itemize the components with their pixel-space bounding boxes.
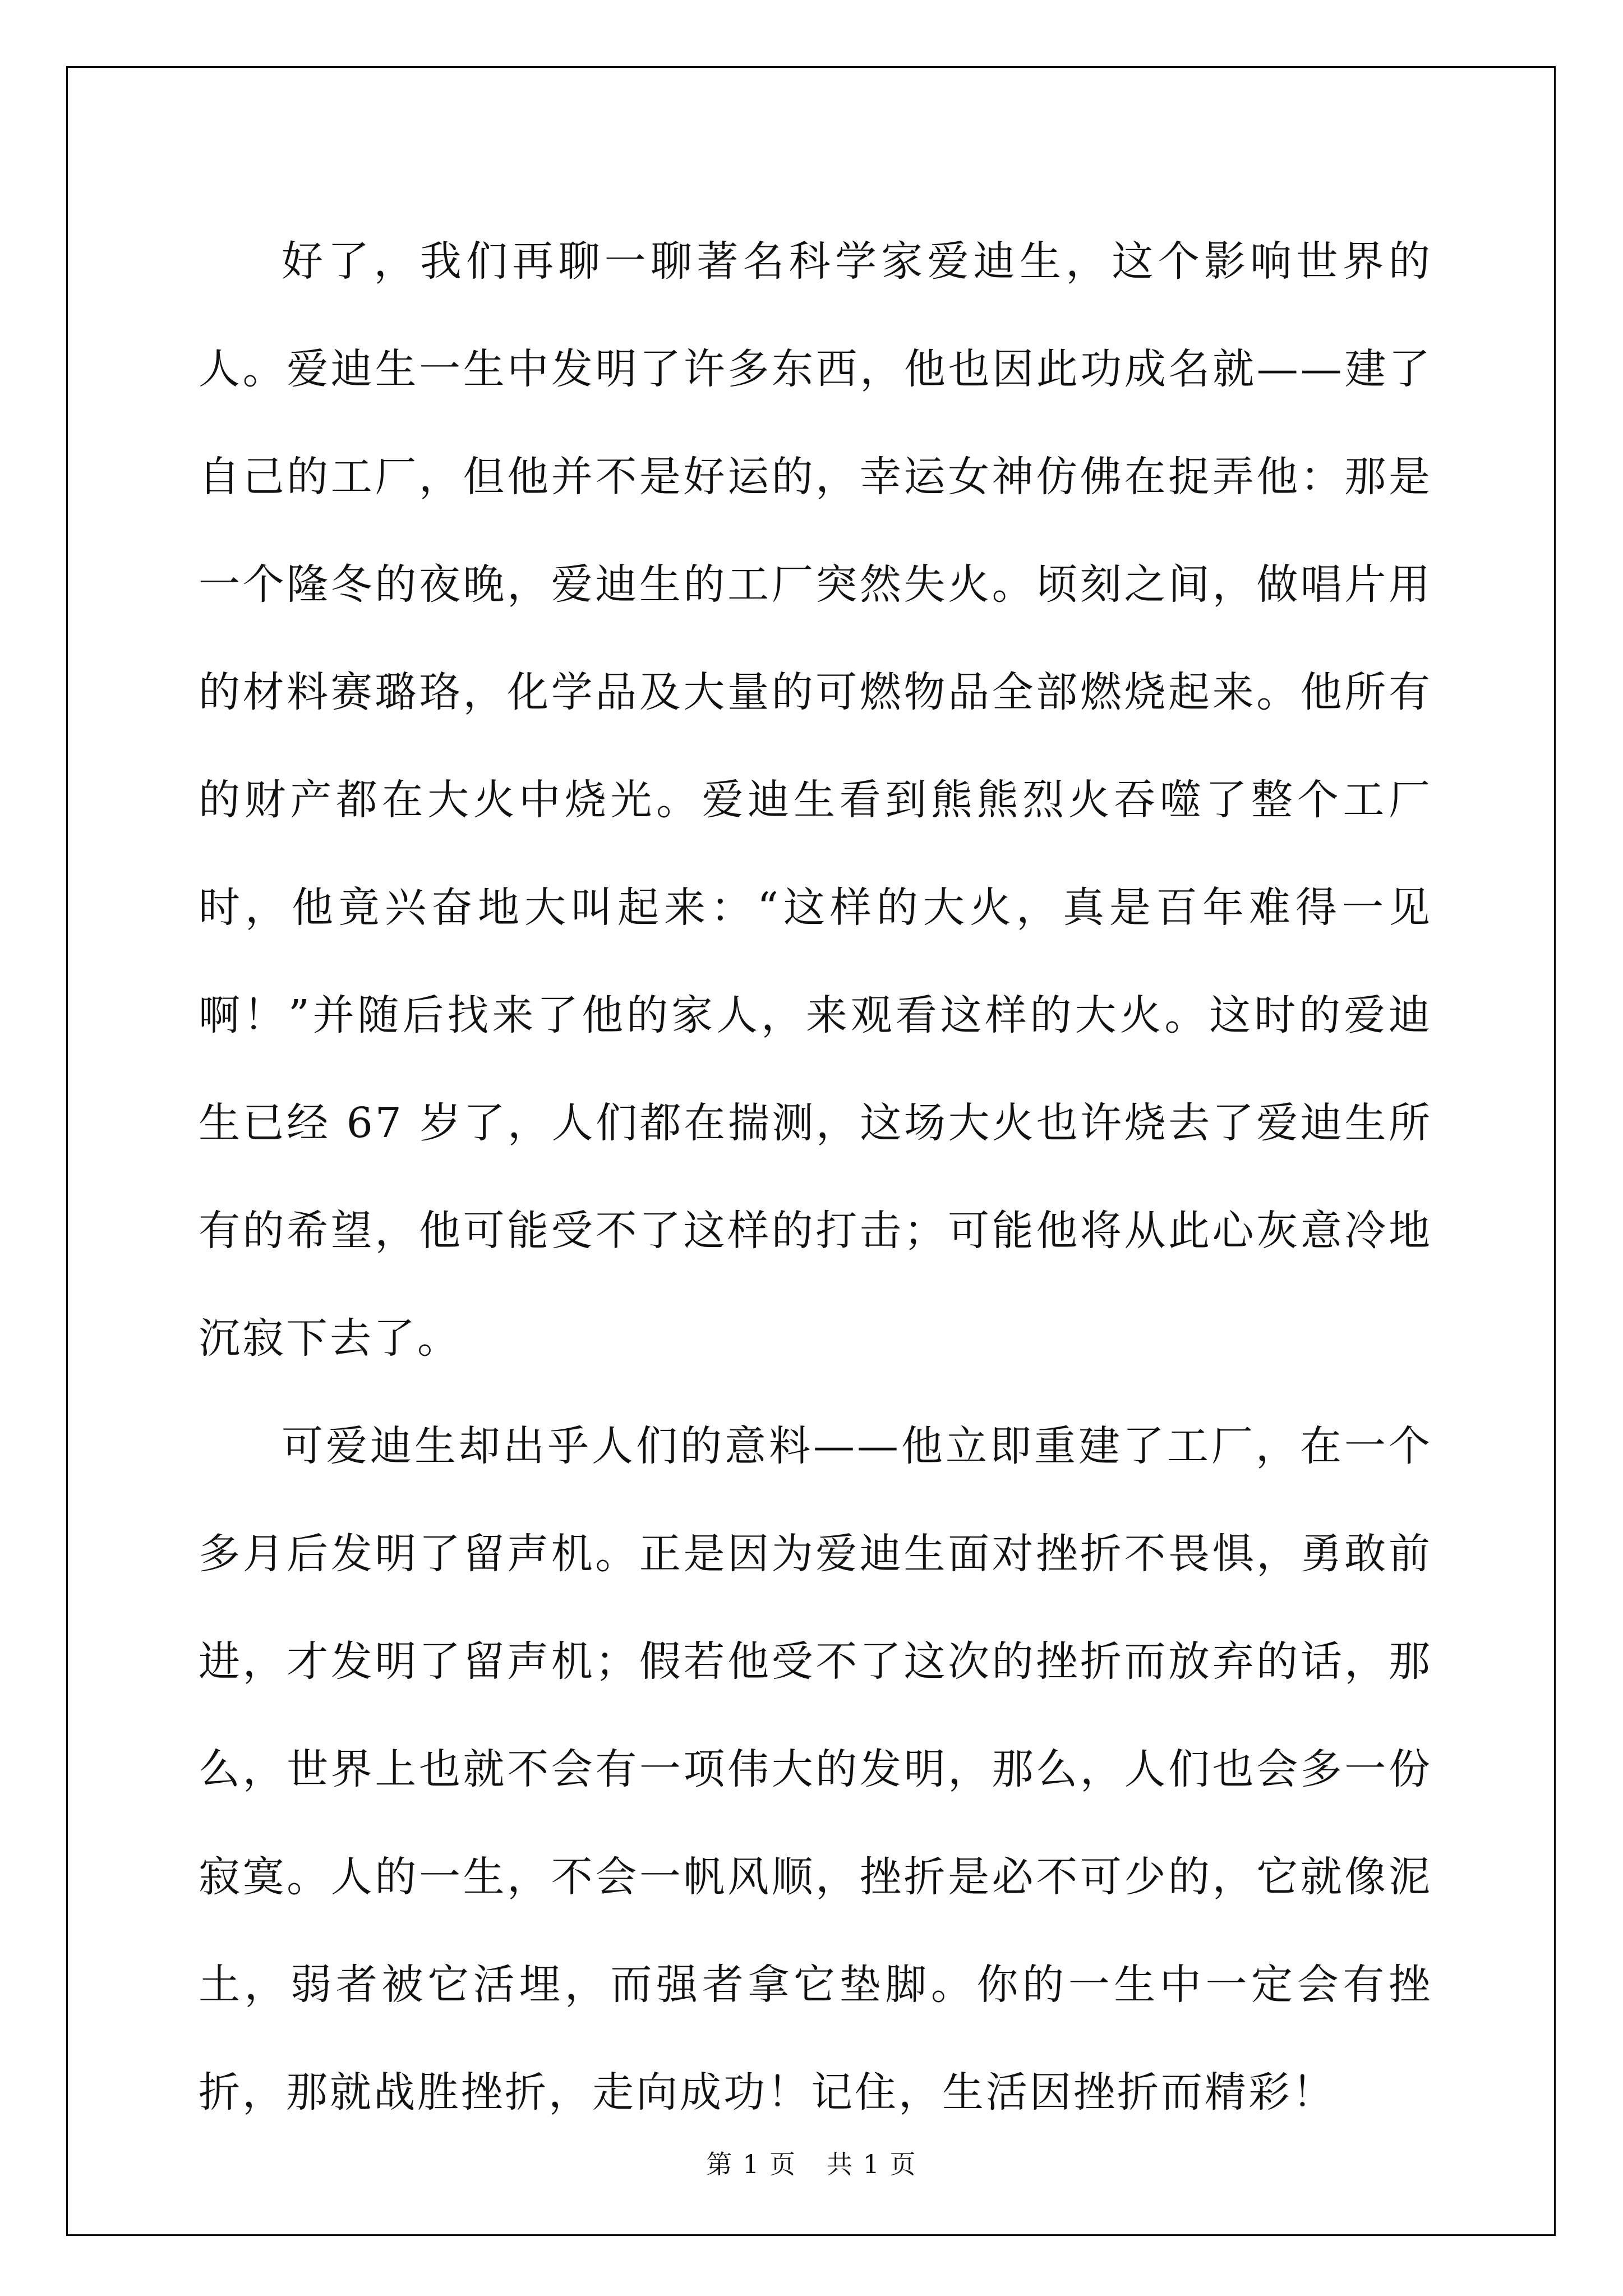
document-body: [199, 208, 1432, 2146]
page-number: 第 1 页: [706, 2149, 796, 2179]
page-footer: [0, 2144, 1623, 2181]
page-total: 共 1 页: [827, 2149, 917, 2179]
paragraph-1: 好了，我们再聊一聊著名科学家爱迪生，这个影响世界的人。爱迪生一生中发明了许多东西，他也因此功成名就——建了自己的工厂，但他并不是好运的，幸运女神仿佛在捉弄他：那是一个隆冬的夜晚，爱迪生的工厂突然失火。顷刻之间，做唱片用的材料赛璐珞，化学品及大量的可燃物品全部燃烧起来。他所有的财产都在大火中烧光。爱迪生看到熊熊烈火吞噬了整个工厂时，他竟兴奋地大叫起来：“这样的大火，真是百年难得一见啊！”并随后找来了他的家人，来观看这样的大火。这时的爱迪生已经 67 岁了，人们都在揣测，这场大火也许烧去了爱迪生所有的希望，他可能受不了这样的打击；可能他将从此心灰意冷地沉寂下去了。: [199, 237, 1432, 1363]
paragraph-2: 可爱迪生却出乎人们的意料——他立即重建了工厂，在一个多月后发明了留声机。正是因为爱迪生面对挫折不畏惧，勇敢前进，才发明了留声机；假若他受不了这次的挫折而放弃的话，那么，世界上也就不会有一项伟大的发明，那么，人们也会多一份寂寞。人的一生，不会一帆风顺，挫折是必不可少的，它就像泥土，弱者被它活埋，而强者拿它垫脚。你的一生中一定会有挫折，那就战胜挫折，走向成功！记住，生活因挫折而精彩！: [199, 1422, 1432, 2116]
